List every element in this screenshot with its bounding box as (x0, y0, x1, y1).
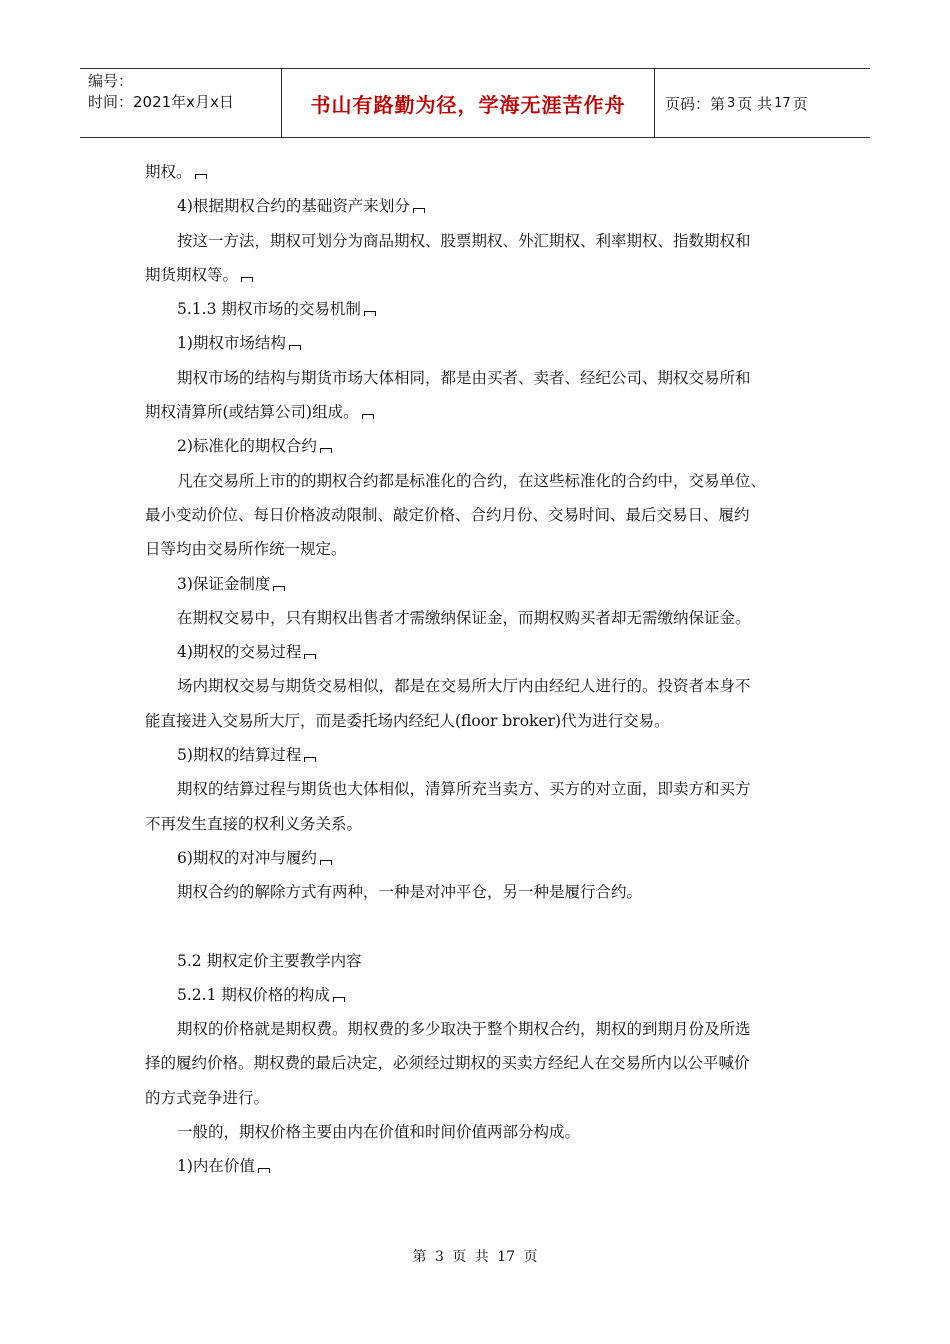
line-text: 1)内在价值 (177, 1157, 255, 1176)
text-line (145, 1046, 810, 1080)
document-body (145, 155, 810, 1184)
page-mid: 页 共 (737, 94, 773, 113)
line-text: 期权清算所(或结算公司)组成。 (145, 403, 359, 422)
paragraph-mark-icon (289, 345, 301, 350)
line-text: 凡在交易所上市的的期权合约都是标准化的合约，在这些标准化的合约中，交易单位、 (177, 471, 767, 490)
page-current: 3 (727, 95, 736, 111)
line-text: 5.1.3 期权市场的交易机制 (177, 300, 361, 319)
paragraph-mark-icon (364, 311, 376, 316)
page-prefix: 页码：第 (665, 94, 726, 113)
line-text: 4)根据期权合约的基础资产来划分 (177, 197, 410, 216)
line-text: 日等均由交易所作统一规定。 (145, 540, 347, 559)
text-line (145, 292, 810, 326)
line-text: 能直接进入交易所大厅，而是委托场内经纪人(floor broker)代为进行交易。 (145, 711, 670, 730)
text-line (145, 532, 810, 566)
line-text: 期权的结算过程与期货也大体相似，清算所充当卖方、买方的对立面，即卖方和买方 (177, 780, 751, 799)
text-line (145, 326, 810, 360)
line-text: 一般的，期权价格主要由内在价值和时间价值两部分构成。 (177, 1123, 581, 1142)
paragraph-mark-icon (195, 174, 207, 179)
paragraph-mark-icon (304, 757, 316, 762)
blank-line (145, 910, 810, 944)
time-label: 时间：2021年x月x日 (88, 93, 234, 111)
text-line (145, 258, 810, 292)
line-text: 期权合约的解除方式有两种，一种是对冲平仓，另一种是履行合约。 (177, 883, 643, 902)
text-line (145, 1149, 810, 1183)
text-line (145, 1115, 810, 1149)
line-text: 不再发生直接的权利义务关系。 (145, 814, 363, 833)
header-motto: 书山有路勤为径，学海无涯苦作舟 (282, 69, 655, 137)
line-text: 5)期权的结算过程 (177, 746, 302, 765)
line-text: 择的履约价格。期权费的最后决定，必须经过期权的买卖方经纪人在交易所内以公平喊价 (145, 1054, 750, 1073)
text-line (145, 1012, 810, 1046)
paragraph-mark-icon (258, 1168, 270, 1173)
line-text: 按这一方法，期权可划分为商品期权、股票期权、外汇期权、利率期权、指数期权和 (177, 231, 751, 250)
text-line (145, 395, 810, 429)
text-line (145, 567, 810, 601)
line-text: 4)期权的交易过程 (177, 643, 302, 662)
line-text: 期权的价格就是期权费。期权费的多少取决于整个期权合约，期权的到期月份及所选 (177, 1020, 751, 1039)
text-line (145, 807, 810, 841)
text-line (145, 944, 810, 978)
paragraph-mark-icon (304, 654, 316, 659)
text-line (145, 875, 810, 909)
text-line (145, 635, 810, 669)
text-line (145, 704, 810, 738)
text-line (145, 601, 810, 635)
text-line (145, 429, 810, 463)
line-text: 在期权交易中，只有期权出售者才需缴纳保证金，而期权购买者却无需缴纳保证金。 (177, 608, 751, 627)
paragraph-mark-icon (362, 414, 374, 419)
paragraph-mark-icon (333, 997, 345, 1002)
line-text: 2)标准化的期权合约 (177, 437, 317, 456)
line-text: 6)期权的对冲与履约 (177, 848, 317, 867)
page-header (80, 68, 870, 138)
text-line (145, 978, 810, 1012)
text-line (145, 1081, 810, 1115)
line-text: 期货期权等。 (145, 265, 239, 284)
number-label: 编号： (88, 72, 134, 90)
line-text: 最小变动价位、每日价格波动限制、敲定价格、合约月份、交易时间、最后交易日、履约 (145, 505, 750, 524)
page-footer: 第 3 页 共 17 页 (412, 1249, 538, 1265)
line-text: 1)期权市场结构 (177, 334, 286, 353)
text-line (145, 224, 810, 258)
text-line (145, 189, 810, 223)
header-meta (80, 69, 282, 137)
paragraph-mark-icon (273, 586, 285, 591)
text-line (145, 669, 810, 703)
line-text: 的方式竞争进行。 (145, 1088, 270, 1107)
paragraph-mark-icon (320, 448, 332, 453)
paragraph-mark-icon (241, 277, 253, 282)
line-text: 期权市场的结构与期货市场大体相同，都是由买者、卖者、经纪公司、期权交易所和 (177, 368, 751, 387)
text-line (145, 841, 810, 875)
paragraph-mark-icon (320, 860, 332, 865)
paragraph-mark-icon (413, 208, 425, 213)
text-line (145, 498, 810, 532)
text-line (145, 738, 810, 772)
text-line (145, 772, 810, 806)
text-line (145, 464, 810, 498)
text-line (145, 361, 810, 395)
header-page-info (655, 69, 870, 137)
line-text: 5.2.1 期权价格的构成 (177, 985, 330, 1004)
line-text: 期权。 (145, 163, 192, 181)
line-text: 3)保证金制度 (177, 574, 271, 593)
page-total: 17 (774, 95, 791, 111)
line-text: 5.2 期权定价主要教学内容 (177, 951, 362, 970)
page-suffix: 页 (792, 94, 808, 113)
text-line (145, 155, 810, 189)
line-text: 场内期权交易与期货交易相似，都是在交易所大厅内由经纪人进行的。投资者本身不 (177, 677, 751, 696)
